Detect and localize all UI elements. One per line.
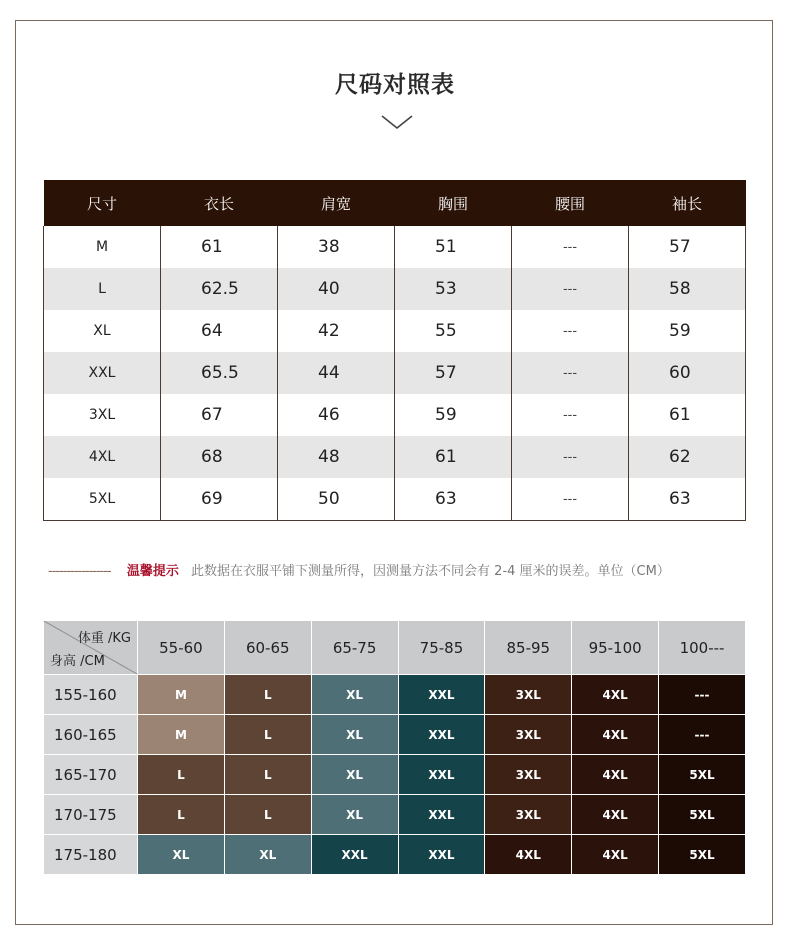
recommended-size-cell: 4XL (572, 675, 658, 714)
corner-weight-label: 体重 /KG (77, 631, 131, 646)
note-text: 此数据在衣服平铺下测量所得，因测量方法不同会有 2-4 厘米的误差。单位（CM） (191, 564, 670, 579)
recommended-size-cell: 3XL (485, 675, 571, 714)
corner-height-label: 身高 /CM (50, 654, 105, 669)
recommended-size-cell: --- (659, 675, 745, 714)
recommended-size-cell: L (225, 675, 311, 714)
recommended-size-cell: XL (138, 835, 224, 874)
height-range-cell: 175-180 (44, 835, 137, 874)
measurement-cell: 63 (395, 478, 512, 521)
measurement-cell: 53 (395, 268, 512, 310)
recommended-size-cell: 4XL (572, 755, 658, 794)
table-row (44, 715, 745, 754)
measurement-cell: 51 (395, 226, 512, 268)
measurement-cell: 38 (278, 226, 395, 268)
measurement-cell: 62.5 (161, 268, 278, 310)
measurement-cell: 58 (629, 268, 746, 310)
header-chest: 胸围 (395, 180, 512, 226)
recommended-size-cell: --- (659, 715, 745, 754)
recommended-size-cell: M (138, 675, 224, 714)
size-label-cell: XXL (44, 352, 161, 394)
measurement-cell: 68 (161, 436, 278, 478)
table-row (44, 352, 746, 394)
measurement-cell: --- (512, 436, 629, 478)
measurement-cell: 50 (278, 478, 395, 521)
measurement-cell: --- (512, 394, 629, 436)
measurement-cell: 60 (629, 352, 746, 394)
measurement-cell: 64 (161, 310, 278, 352)
header-waist: 腰围 (512, 180, 629, 226)
table-row (44, 478, 746, 521)
table-row (44, 310, 746, 352)
weight-range-header: 85-95 (485, 621, 571, 674)
recommended-size-cell: L (225, 755, 311, 794)
recommended-size-cell: L (225, 715, 311, 754)
measurement-cell: 62 (629, 436, 746, 478)
header-shoulder: 肩宽 (278, 180, 395, 226)
recommended-size-cell: 3XL (485, 715, 571, 754)
note-label: 温馨提示 (126, 564, 179, 579)
table-row (44, 835, 745, 874)
recommended-size-cell: L (138, 755, 224, 794)
recommended-size-cell: 4XL (572, 835, 658, 874)
recommended-size-cell: XXL (399, 715, 485, 754)
size-recommendation-grid (43, 620, 746, 875)
measurement-cell: 42 (278, 310, 395, 352)
size-label-cell: L (44, 268, 161, 310)
measurement-cell: 57 (395, 352, 512, 394)
recommended-size-cell: XL (312, 755, 398, 794)
measurement-cell: --- (512, 268, 629, 310)
measurement-cell: 63 (629, 478, 746, 521)
weight-range-header: 55-60 (138, 621, 224, 674)
recommended-size-cell: L (138, 795, 224, 834)
measurement-cell: 59 (629, 310, 746, 352)
recommended-size-cell: XXL (399, 675, 485, 714)
measurement-cell: 61 (629, 394, 746, 436)
table-row (44, 268, 746, 310)
measurement-cell: 65.5 (161, 352, 278, 394)
table-row (44, 226, 746, 268)
height-range-cell: 160-165 (44, 715, 137, 754)
size-label-cell: 4XL (44, 436, 161, 478)
recommended-size-cell: XL (312, 715, 398, 754)
height-range-cell: 170-175 (44, 795, 137, 834)
header-size: 尺寸 (44, 180, 161, 226)
recommended-size-cell: XL (312, 795, 398, 834)
weight-range-header: 75-85 (399, 621, 485, 674)
measurement-cell: 57 (629, 226, 746, 268)
measurement-cell: 61 (161, 226, 278, 268)
measurement-cell: 40 (278, 268, 395, 310)
header-sleeve: 袖长 (629, 180, 746, 226)
table-row (44, 795, 745, 834)
weight-range-header: 100--- (659, 621, 745, 674)
recommended-size-cell: L (225, 795, 311, 834)
recommended-size-cell: XXL (399, 755, 485, 794)
recommended-size-cell: M (138, 715, 224, 754)
size-label-cell: 3XL (44, 394, 161, 436)
chevron-down-icon (380, 112, 414, 132)
recommended-size-cell: XXL (399, 795, 485, 834)
measurement-note (48, 560, 768, 579)
measurement-cell: --- (512, 310, 629, 352)
height-range-cell: 165-170 (44, 755, 137, 794)
measurement-cell: --- (512, 478, 629, 521)
recommended-size-cell: 5XL (659, 795, 745, 834)
recommended-size-cell: XXL (399, 835, 485, 874)
weight-header-row (44, 621, 745, 674)
measurement-cell: 44 (278, 352, 395, 394)
size-label-cell: 5XL (44, 478, 161, 521)
measurement-cell: --- (512, 352, 629, 394)
table-row (44, 755, 745, 794)
page-title: 尺码对照表 (335, 72, 455, 98)
weight-range-header: 60-65 (225, 621, 311, 674)
size-label-cell: XL (44, 310, 161, 352)
measurement-cell: 59 (395, 394, 512, 436)
recommended-size-cell: XL (225, 835, 311, 874)
table-row (44, 436, 746, 478)
recommended-size-cell: 4XL (485, 835, 571, 874)
header-length: 衣长 (161, 180, 278, 226)
size-table-header (44, 180, 746, 226)
measurement-cell: 69 (161, 478, 278, 521)
measurement-cell: 55 (395, 310, 512, 352)
recommended-size-cell: 5XL (659, 835, 745, 874)
corner-cell (44, 621, 137, 674)
measurement-cell: 61 (395, 436, 512, 478)
recommended-size-cell: 3XL (485, 755, 571, 794)
recommended-size-cell: XXL (312, 835, 398, 874)
weight-range-header: 65-75 (312, 621, 398, 674)
size-chart-table (43, 180, 746, 521)
recommended-size-cell: XL (312, 675, 398, 714)
recommended-size-cell: 4XL (572, 715, 658, 754)
recommended-size-cell: 3XL (485, 795, 571, 834)
note-divider: ----------------- (48, 564, 111, 579)
size-label-cell: M (44, 226, 161, 268)
table-row (44, 675, 745, 714)
recommended-size-cell: 5XL (659, 755, 745, 794)
measurement-cell: 48 (278, 436, 395, 478)
height-range-cell: 155-160 (44, 675, 137, 714)
table-row (44, 394, 746, 436)
recommended-size-cell: 4XL (572, 795, 658, 834)
measurement-cell: --- (512, 226, 629, 268)
measurement-cell: 67 (161, 394, 278, 436)
measurement-cell: 46 (278, 394, 395, 436)
weight-range-header: 95-100 (572, 621, 658, 674)
